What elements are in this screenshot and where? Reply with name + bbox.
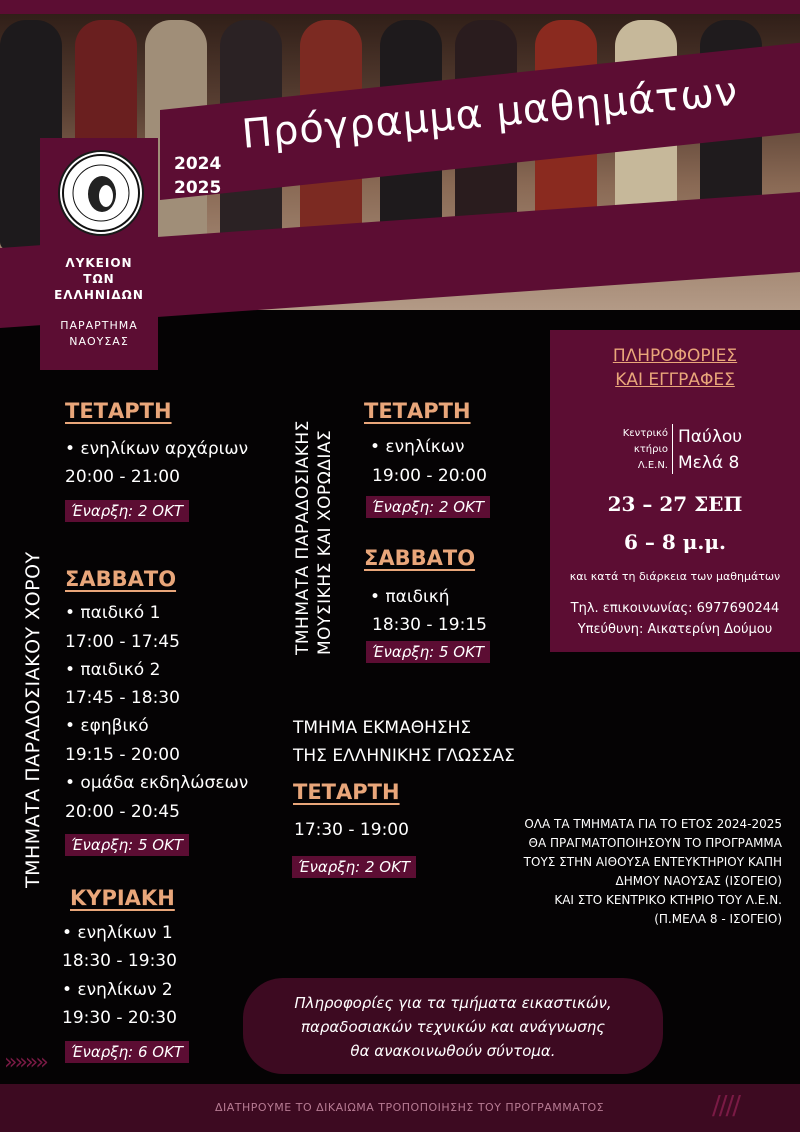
time-slot: 18:30 - 19:15 [372, 615, 487, 635]
time-slot: 20:00 - 21:00 [65, 467, 180, 487]
list-item: • παιδική [370, 587, 450, 607]
music-wed-day: ΤΕΤΑΡΤΗ [364, 399, 471, 423]
info-address-line: Μελά 8 [678, 453, 740, 473]
language-title [293, 714, 515, 770]
venue-note [470, 815, 782, 929]
time-slot: 18:30 - 19:30 [62, 951, 177, 971]
years [174, 152, 221, 200]
logo-name [40, 255, 158, 303]
info-place-line: κτήριο [633, 444, 668, 455]
start-date-badge: Έναρξη: 2 ΟΚΤ [366, 496, 490, 518]
top-band [0, 0, 800, 14]
music-sat-day: ΣΑΒΒΑΤΟ [364, 546, 476, 570]
arrows-icon: »»»» [4, 1050, 46, 1075]
info-contact-person: Υπεύθυνη: Αικατερίνη Δούμου [577, 622, 773, 637]
logo-branch [40, 318, 158, 350]
start-date-badge: Έναρξη: 6 ΟΚΤ [65, 1041, 189, 1063]
list-item: • ενηλίκων 1 [62, 923, 173, 943]
announcement-line: παραδοσιακών τεχνικών και ανάγνωσης [300, 1018, 606, 1036]
dance-section-label: ΤΜΗΜΑΤΑ ΠΑΡΑΔΟΣΙΑΚΟΥ ΧΟΡΟΥ [22, 551, 44, 888]
venue-note-line: ΟΛΑ ΤΑ ΤΜΗΜΑΤΑ ΓΙΑ ΤΟ ΕΤΟΣ 2024-2025 [524, 817, 782, 831]
time-slot: 17:30 - 19:00 [294, 820, 409, 840]
logo-name-line: ΕΛΛΗΝΙΔΩΝ [54, 288, 144, 302]
music-label-line: ΤΜΗΜΑΤΑ ΠΑΡΑΔΟΣΙΑΚΗΣ [293, 420, 313, 655]
lyceum-logo [58, 150, 144, 236]
year-start: 2024 [174, 154, 222, 174]
info-hours: 6 – 8 μ.μ. [624, 530, 726, 554]
music-label-line: ΜΟΥΣΙΚΗΣ ΚΑΙ ΧΟΡΩΔΙΑΣ [315, 429, 335, 655]
list-item: • ενηλίκων αρχάριων [65, 439, 249, 459]
venue-note-line: ΤΟΥΣ ΣΤΗΝ ΑΙΘΟΥΣΑ ΕΝΤΕΥΚΤΗΡΙΟΥ ΚΑΠΗ [523, 855, 782, 869]
info-phone: Τηλ. επικοινωνίας: 6977690244 [570, 601, 780, 616]
info-title-line: ΠΛΗΡΟΦΟΡΙΕΣ [612, 346, 738, 366]
start-date-badge: Έναρξη: 2 ΟΚΤ [65, 500, 189, 522]
language-title-line: ΤΗΣ ΕΛΛΗΝΙΚΗΣ ΓΛΩΣΣΑΣ [293, 746, 515, 766]
dance-sun-day: ΚΥΡΙΑΚΗ [70, 886, 175, 910]
logo-branch-line: ΠΑΡΑΡΤΗΜΑ [60, 319, 138, 332]
venue-note-line: ΘΑ ΠΡΑΓΜΑΤΟΠΟΙΗΣΟΥΝ ΤΟ ΠΡΟΓΡΑΜΜΑ [528, 836, 782, 850]
announcement-line: θα ανακοινωθούν σύντομα. [350, 1042, 556, 1060]
info-title-line: ΚΑΙ ΕΓΓΡΑΦΕΣ [615, 370, 735, 390]
logo-branch-line: ΝΑΟΥΣΑΣ [69, 335, 129, 348]
venue-note-line: ΔΗΜΟΥ ΝΑΟΥΣΑΣ (ΙΣΟΓΕΙΟ) [615, 874, 782, 888]
announcement-line: Πληροφορίες για τα τμήματα εικαστικών, [294, 994, 612, 1012]
info-place-line: Κεντρικό [622, 428, 668, 439]
list-item: • παιδικό 1 [65, 603, 161, 623]
info-address [678, 424, 742, 476]
time-slot: 17:00 - 17:45 [65, 632, 180, 652]
start-date-badge: Έναρξη: 5 ΟΚΤ [65, 834, 189, 856]
announcement-text [243, 991, 663, 1063]
info-place-line: Λ.Ε.Ν. [637, 460, 668, 471]
language-day: ΤΕΤΑΡΤΗ [293, 780, 400, 804]
start-date-badge: Έναρξη: 2 ΟΚΤ [292, 856, 416, 878]
list-item: • ενηλίκων [370, 437, 465, 457]
logo-name-line: ΛΥΚΕΙΟΝ [65, 256, 133, 270]
info-divider [672, 424, 673, 474]
time-slot: 19:30 - 20:30 [62, 1008, 177, 1028]
music-section-label [292, 420, 336, 655]
year-end: 2025 [174, 178, 222, 198]
time-slot: 19:00 - 20:00 [372, 466, 487, 486]
info-during: και κατά τη διάρκεια των μαθημάτων [569, 570, 781, 583]
info-place [600, 426, 668, 474]
list-item: • παιδικό 2 [65, 660, 161, 680]
info-dates: 23 – 27 ΣΕΠ [607, 492, 743, 516]
dance-sat-day: ΣΑΒΒΑΤΟ [65, 567, 177, 591]
dance-wed-day: ΤΕΤΑΡΤΗ [65, 399, 172, 423]
slashes-icon: //// [712, 1091, 740, 1121]
start-date-badge: Έναρξη: 5 ΟΚΤ [366, 641, 490, 663]
list-item: • ενηλίκων 2 [62, 980, 173, 1000]
info-title [550, 344, 800, 392]
list-item: • εφηβικό [65, 716, 149, 736]
time-slot: 17:45 - 18:30 [65, 688, 180, 708]
footer-disclaimer: ΔΙΑΤΗΡΟΥΜΕ ΤΟ ΔΙΚΑΙΩΜΑ ΤΡΟΠΟΠΟΙΗΣΗΣ ΤΟΥ ΠΡΟΓΡΑΜΜΑΤΟΣ [215, 1101, 605, 1114]
time-slot: 20:00 - 20:45 [65, 802, 180, 822]
info-address-line: Παύλου [678, 427, 743, 447]
language-title-line: ΤΜΗΜΑ ΕΚΜΑΘΗΣΗΣ [293, 718, 472, 738]
list-item: • ομάδα εκδηλώσεων [65, 773, 249, 793]
logo-name-line: ΤΩΝ [83, 272, 115, 286]
page-title: Πρόγραμμα μαθημάτων [240, 68, 740, 158]
lyceum-emblem-icon [60, 152, 142, 234]
time-slot: 19:15 - 20:00 [65, 745, 180, 765]
venue-note-line: ΚΑΙ ΣΤΟ ΚΕΝΤΡΙΚΟ ΚΤΗΡΙΟ ΤΟΥ Λ.Ε.Ν. [554, 893, 782, 907]
venue-note-line: (Π.ΜΕΛΑ 8 - ΙΣΟΓΕΙΟ) [654, 912, 782, 926]
